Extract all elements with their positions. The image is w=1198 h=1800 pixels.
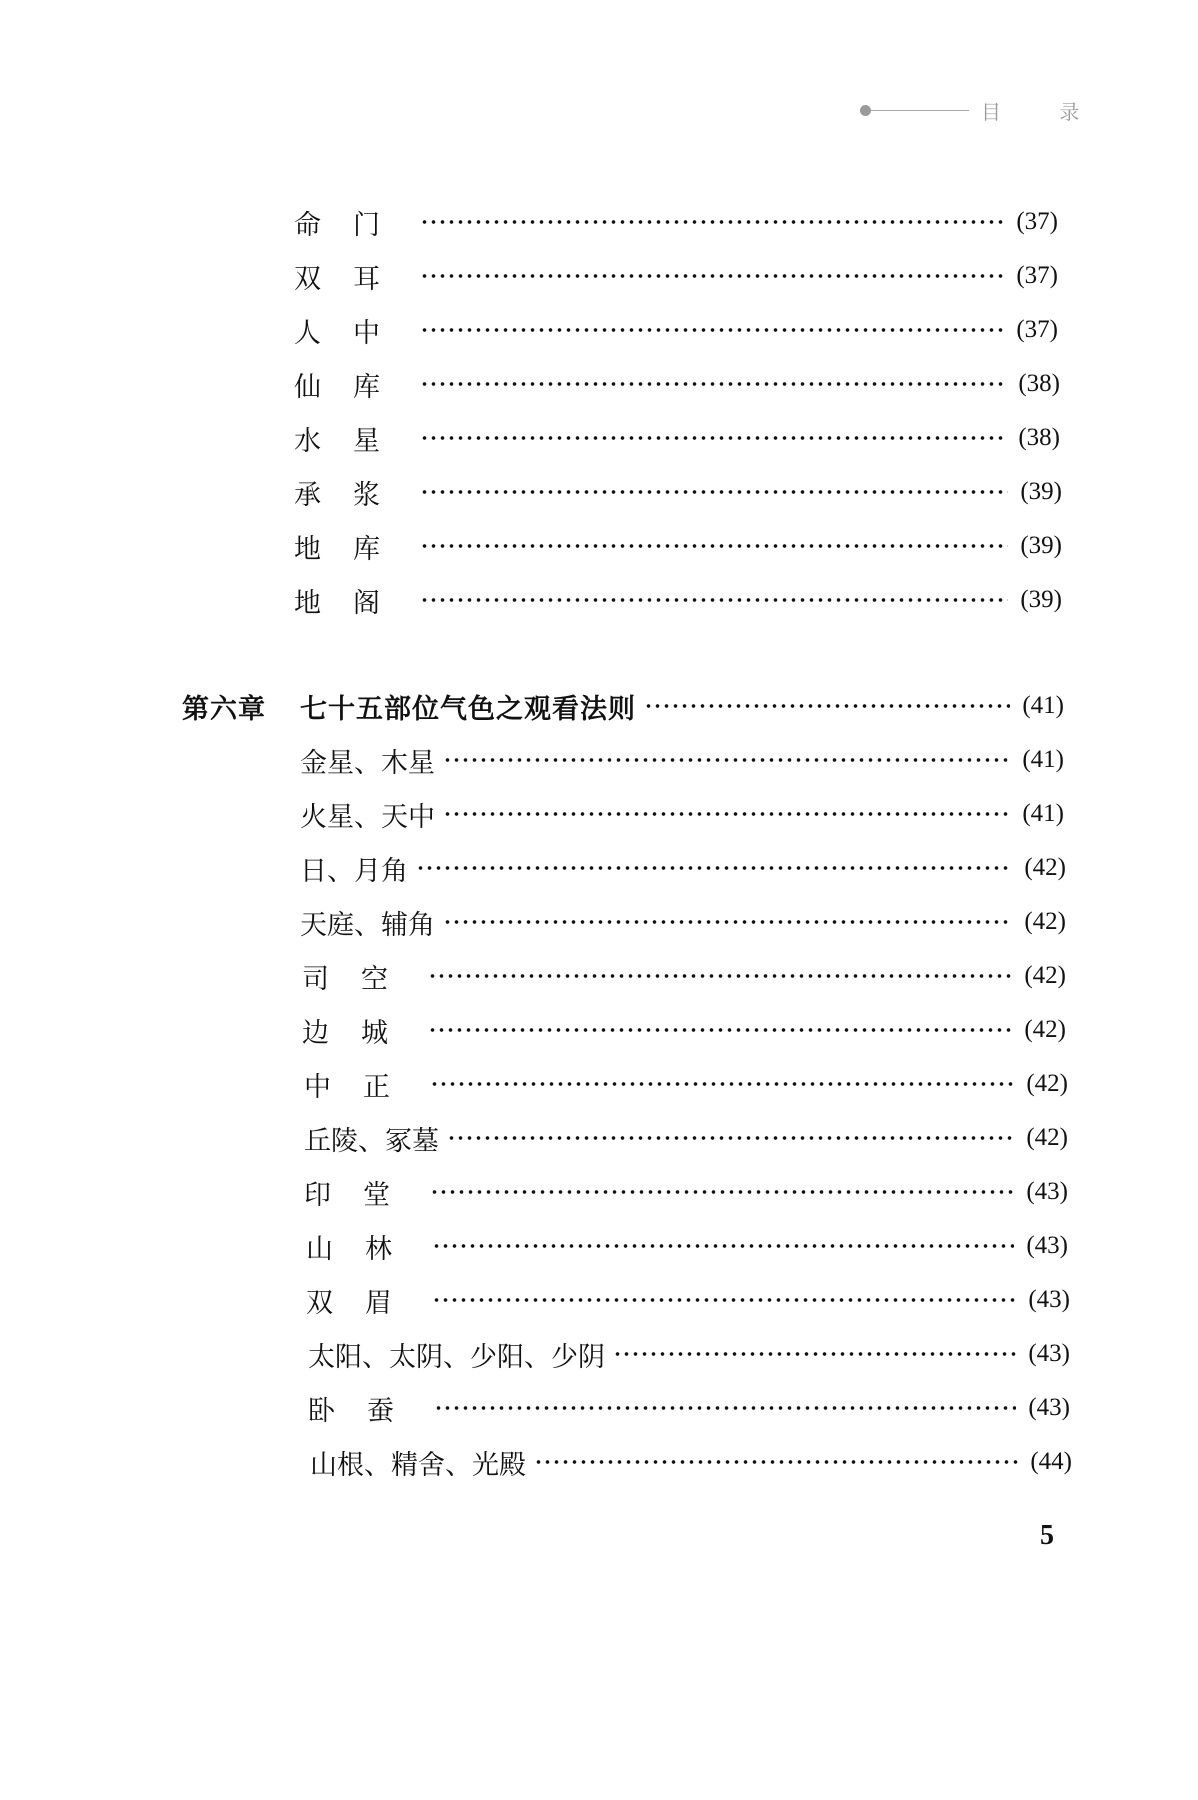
toc-entry-label: 卧蚕	[308, 1395, 426, 1427]
toc-entry[interactable]	[304, 1064, 1068, 1104]
toc-entry-page: (42)	[1024, 908, 1066, 935]
dot-leader	[534, 1459, 1018, 1465]
toc-entry[interactable]	[304, 1172, 1068, 1212]
dot-leader	[420, 435, 1006, 441]
dot-leader	[428, 973, 1012, 979]
toc-entry[interactable]	[294, 418, 1060, 458]
dot-leader	[420, 381, 1006, 387]
toc-entry-label: 水星	[294, 425, 412, 457]
toc-entry-label: 双眉	[306, 1287, 424, 1319]
header-title: 目 录	[981, 100, 1106, 124]
toc-entry-page: (43)	[1026, 1178, 1068, 1205]
toc-entry-page: (41)	[1022, 800, 1064, 827]
page-number: 5	[1040, 1520, 1054, 1551]
toc-entry[interactable]	[294, 202, 1058, 242]
toc-entry-page: (42)	[1026, 1070, 1068, 1097]
toc-entry[interactable]	[294, 580, 1062, 620]
toc-entry[interactable]	[294, 472, 1062, 512]
dot-leader	[432, 1297, 1016, 1303]
toc-entry-label: 印堂	[304, 1179, 422, 1211]
dot-leader	[430, 1189, 1014, 1195]
header-rule	[871, 110, 969, 111]
toc-entry-label: 山根、精舍、光殿	[310, 1449, 526, 1481]
toc-entry[interactable]	[300, 740, 1064, 780]
toc-entry-label: 天庭、辅角	[300, 909, 435, 941]
dot-leader	[430, 1081, 1014, 1087]
dot-leader	[447, 1135, 1014, 1141]
dot-leader	[432, 1243, 1014, 1249]
toc-entry-label: 人中	[294, 317, 412, 349]
toc-entry[interactable]	[294, 310, 1058, 350]
toc-entry-page: (42)	[1024, 962, 1066, 989]
dot-leader	[644, 703, 1010, 709]
dot-leader	[428, 1027, 1012, 1033]
toc-entry-page: (42)	[1024, 854, 1066, 881]
dot-leader	[443, 811, 1010, 817]
toc-entry[interactable]	[302, 1010, 1066, 1050]
toc-entry-page: (43)	[1028, 1286, 1070, 1313]
toc-entry[interactable]	[310, 1442, 1072, 1482]
toc-entry-label: 命门	[294, 209, 412, 241]
toc-entry[interactable]	[308, 1334, 1070, 1374]
toc-entry-page: (43)	[1026, 1232, 1068, 1259]
toc-entry-page: (37)	[1016, 262, 1058, 289]
dot-leader	[420, 597, 1008, 603]
toc-entry-label: 承浆	[294, 479, 412, 511]
toc-entry-label: 丘陵、冢墓	[304, 1125, 439, 1157]
header-bullet-icon	[860, 105, 871, 116]
toc-entry[interactable]	[294, 364, 1060, 404]
toc-entry-label: 地阁	[294, 587, 412, 619]
toc-entry-label: 司空	[302, 963, 420, 995]
toc-entry-page: (39)	[1020, 532, 1062, 559]
dot-leader	[443, 919, 1012, 925]
toc-entry[interactable]	[304, 1118, 1068, 1158]
toc-entry-label: 山林	[306, 1233, 424, 1265]
dot-leader	[443, 757, 1010, 763]
toc-entry[interactable]	[300, 848, 1066, 888]
toc-entry[interactable]	[300, 794, 1064, 834]
toc-entry[interactable]	[300, 902, 1066, 942]
toc-entry-page: (38)	[1018, 370, 1060, 397]
toc-entry-label: 火星、天中	[300, 801, 435, 833]
toc-entry-page: (39)	[1020, 586, 1062, 613]
toc-entry-page: (42)	[1024, 1016, 1066, 1043]
chapter-label: 第六章	[182, 693, 266, 725]
toc-entry-page: (38)	[1018, 424, 1060, 451]
toc-entry[interactable]	[306, 1226, 1068, 1266]
toc-entry-page: (43)	[1028, 1340, 1070, 1367]
dot-leader	[420, 219, 1004, 225]
toc-entry-page: (43)	[1028, 1394, 1070, 1421]
dot-leader	[420, 489, 1008, 495]
toc-entry[interactable]	[302, 956, 1066, 996]
dot-leader	[416, 865, 1012, 871]
toc-entry[interactable]	[306, 1280, 1070, 1320]
toc-entry[interactable]	[294, 256, 1058, 296]
toc-entry-label: 太阳、太阴、少阳、少阴	[308, 1341, 605, 1373]
toc-entry[interactable]	[308, 1388, 1070, 1428]
toc-entry-page: (39)	[1020, 478, 1062, 505]
dot-leader	[434, 1405, 1016, 1411]
toc-entry-label: 地库	[294, 533, 412, 565]
toc-entry-label: 仙库	[294, 371, 412, 403]
toc-entry-page: (37)	[1016, 208, 1058, 235]
toc-entry[interactable]	[294, 526, 1062, 566]
toc-entry-page: (41)	[1022, 746, 1064, 773]
toc-entry-label: 日、月角	[300, 855, 408, 887]
chapter-page: (41)	[1022, 692, 1064, 719]
toc-entry-label: 金星、木星	[300, 747, 435, 779]
toc-entry-page: (42)	[1026, 1124, 1068, 1151]
dot-leader	[613, 1351, 1016, 1357]
dot-leader	[420, 543, 1008, 549]
toc-entry-page: (44)	[1030, 1448, 1072, 1475]
running-header	[860, 96, 1105, 125]
chapter-heading[interactable]	[182, 686, 1064, 726]
toc-entry-label: 双耳	[294, 263, 412, 295]
dot-leader	[420, 273, 1004, 279]
toc-entry-label: 边城	[302, 1017, 420, 1049]
chapter-title: 七十五部位气色之观看法则	[300, 693, 636, 725]
toc-entry-page: (37)	[1016, 316, 1058, 343]
dot-leader	[420, 327, 1004, 333]
toc-entry-label: 中正	[304, 1071, 422, 1103]
